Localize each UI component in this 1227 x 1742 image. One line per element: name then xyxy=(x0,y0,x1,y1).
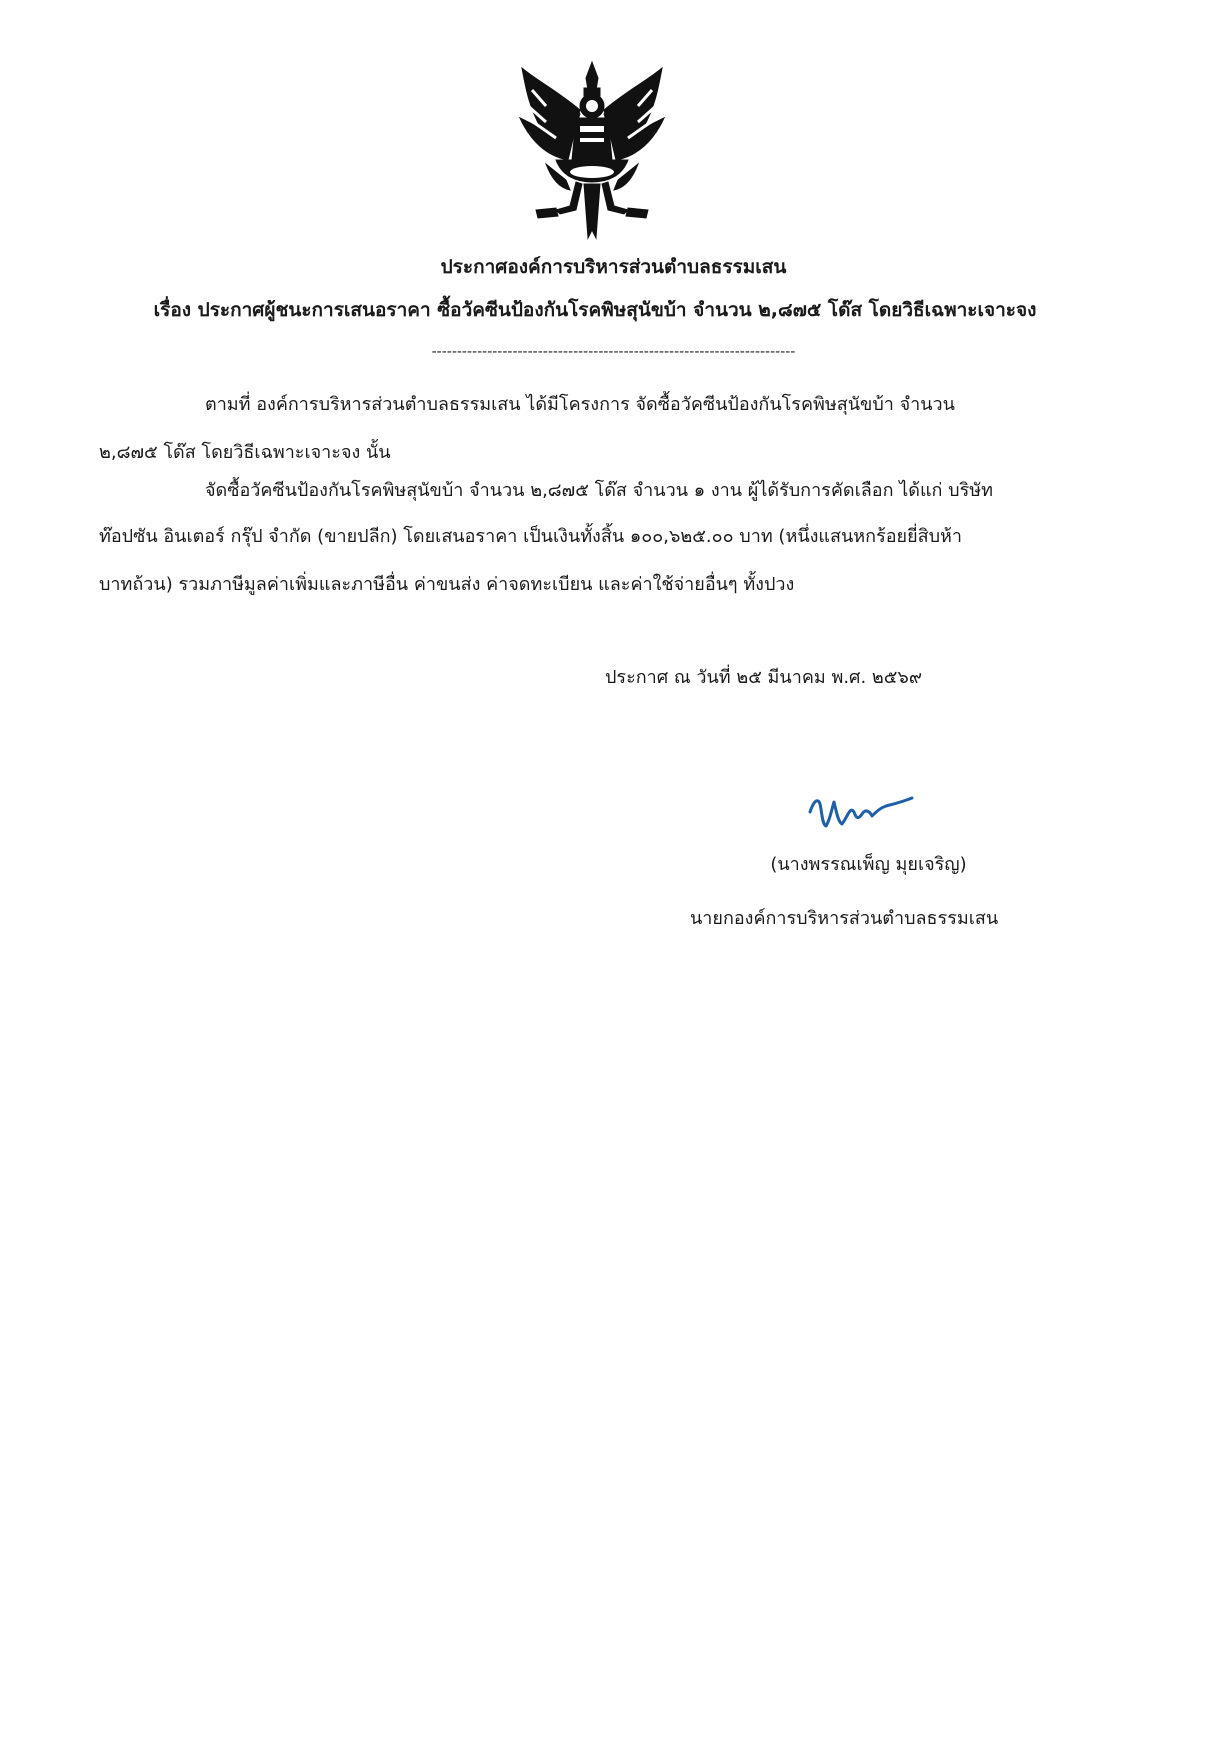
announcement-date: ประกาศ ณ วันที่ ๒๕ มีนาคม พ.ศ. ๒๕๖๙ xyxy=(605,667,923,688)
signature-image xyxy=(806,790,916,834)
paragraph-1-line-1: ตามที่ องค์การบริหารส่วนตำบลธรรมเสน ได้มีโครงการ จัดซื้อวัคซีนป้องกันโรคพิษสุนัขบ้า จำนวน xyxy=(205,394,955,415)
signer-name-text: (นางพรรณเพ็ญ มุยเจริญ) xyxy=(770,854,967,875)
separator-line: ------------------------------------------------------------------------ xyxy=(431,344,796,360)
garuda-emblem-icon xyxy=(516,60,668,240)
paragraph-2-line-3: บาทถ้วน) รวมภาษีมูลค่าเพิ่มและภาษีอื่น ค่าขนส่ง ค่าจดทะเบียน และค่าใช้จ่ายอื่นๆ ทั้งปวง xyxy=(99,574,795,595)
signer-name xyxy=(0,852,1227,878)
paragraph-2-line-1: จัดซื้อวัคซีนป้องกันโรคพิษสุนัขบ้า จำนวน ๒,๘๗๕ โด๊ส จำนวน ๑ งาน ผู้ได้รับการคัดเลือก ได้แก่ บริษัท xyxy=(205,480,993,501)
document-title: ประกาศองค์การบริหารส่วนตำบลธรรมเสน xyxy=(440,256,787,278)
paragraph-1-line-2: ๒,๘๗๕ โด๊ส โดยวิธีเฉพาะเจาะจง นั้น xyxy=(99,442,391,463)
paragraph-2-line-2: ท๊อปซัน อินเตอร์ กรุ๊ป จำกัด (ขายปลีก) โดยเสนอราคา เป็นเงินทั้งสิ้น ๑๐๐,๖๒๕.๐๐ บาท (หนึ่งแสนหกร้อยยี่สิบห้า xyxy=(99,526,963,547)
signer-title: นายกองค์การบริหารส่วนตำบลธรรมเสน xyxy=(690,908,999,929)
document-subject: เรื่อง ประกาศผู้ชนะการเสนอราคา ซื้อวัคซีนป้องกันโรคพิษสุนัขบ้า จำนวน ๒,๘๗๕ โด๊ส โดยวิธีเฉพาะเจาะจง xyxy=(153,299,1037,321)
